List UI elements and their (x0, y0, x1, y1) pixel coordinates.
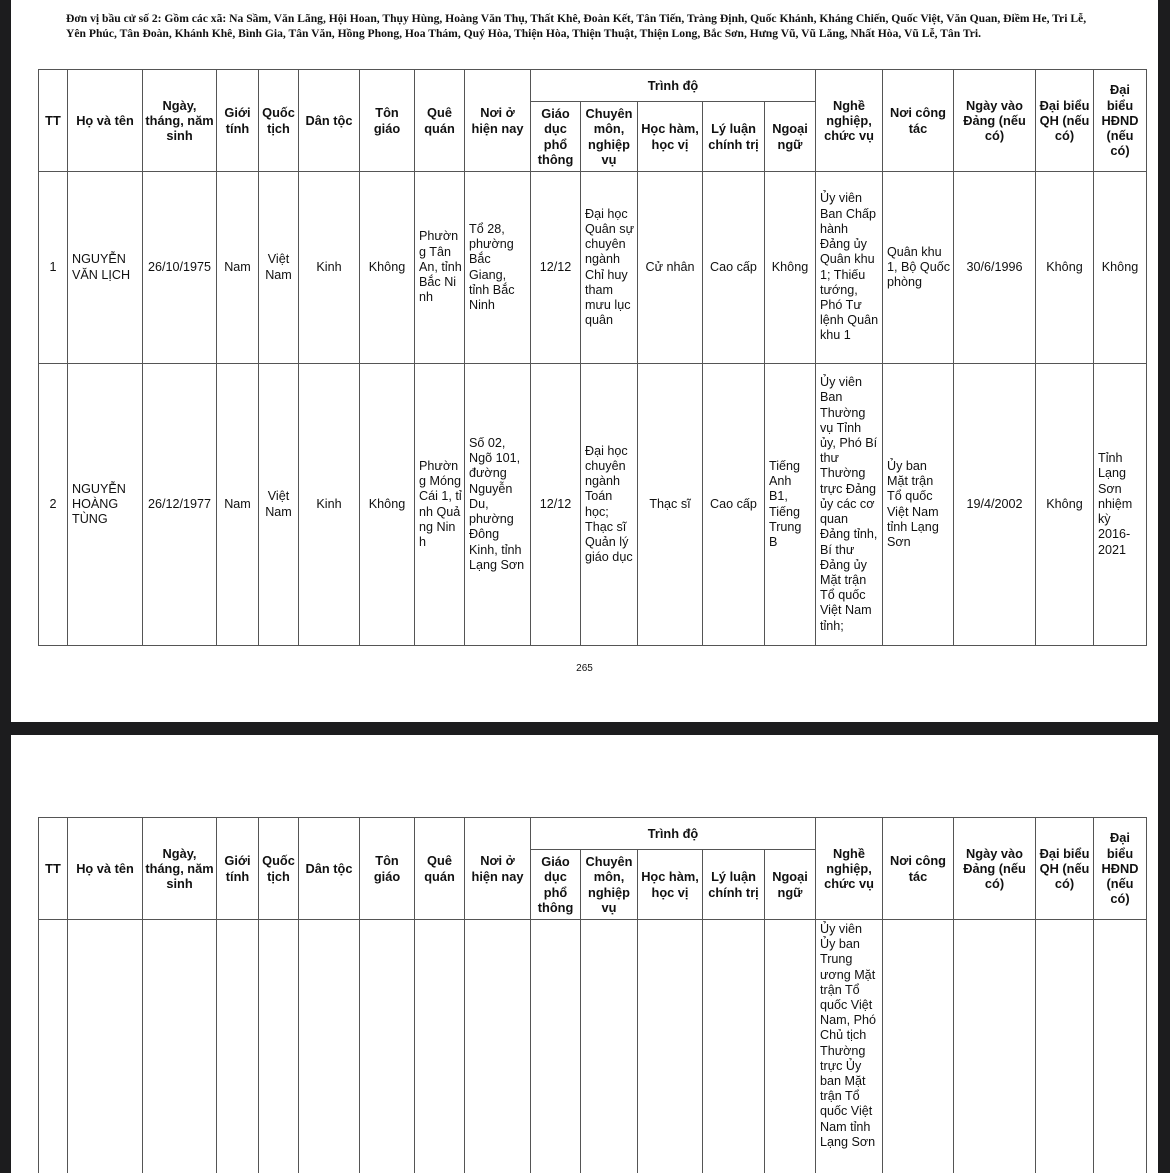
cell-na-deputy (1036, 920, 1094, 1173)
cell-politics (703, 920, 765, 1173)
cell-occupation: Ủy viên Ban Chấp hành Đảng ủy Quân khu 1; Thiếu tướng, Phó Tư lệnh Quân khu 1 (816, 172, 883, 364)
cell-general-edu: 12/12 (531, 172, 581, 364)
candidate-table (38, 69, 1147, 646)
cell-dob: 26/10/1975 (143, 172, 217, 364)
electoral-unit-description: Đơn vị bầu cử số 2: Gồm các xã: Na Sầm, Văn Lãng, Hội Hoan, Thụy Hùng, Hoàng Văn Thụ, Thất Khê, Đoàn Kết, Tân Tiến, Tràng Định, Quốc Khánh, Kháng Chiến, Quốc Việt, Văn Quan, Điềm He, Tri Lễ, Yên Phúc, Tân Đoàn, Khánh Khê, Bình Gia, Tân Văn, Hồng Phong, Hoa Thám, Quý Hòa, Thiện Hòa, Thiện Thuật, Thiện Long, Bắc Sơn, Hưng Vũ, Vũ Lăng, Nhất Hòa, Vũ Lễ, Tân Tri. (66, 12, 1087, 40)
cell-dob (143, 920, 217, 1173)
cell-tt: 2 (39, 364, 68, 646)
header-ethnicity: Dân tộc (299, 70, 360, 172)
cell-residence: Tổ 28, phường Bắc Giang, tỉnh Bắc Ninh (465, 172, 531, 364)
cell-language: Không (765, 172, 816, 364)
header-workplace: Nơi công tác (883, 818, 954, 920)
header-education-group: Trình độ (531, 818, 816, 850)
header-language: Ngoại ngữ (765, 102, 816, 172)
cell-language: Tiếng Anh B1, Tiếng Trung B (765, 364, 816, 646)
page-number: 265 (576, 663, 593, 674)
table-row-continuation (39, 920, 1147, 1173)
header-occupation: Nghề nghiệp, chức vụ (816, 818, 883, 920)
header-occupation: Nghề nghiệp, chức vụ (816, 70, 883, 172)
cell-gender (217, 920, 259, 1173)
header-hometown: Quê quán (415, 70, 465, 172)
cell-nationality: Việt Nam (259, 172, 299, 364)
cell-degree: Cử nhân (638, 172, 703, 364)
cell-dob: 26/12/1977 (143, 364, 217, 646)
cell-tt: 1 (39, 172, 68, 364)
header-na-deputy: Đại biểu QH (nếu có) (1036, 70, 1094, 172)
cell-name: NGUYỄN VĂN LỊCH (68, 172, 143, 364)
header-politics: Lý luận chính trị (703, 102, 765, 172)
header-dob: Ngày, tháng, năm sinh (143, 818, 217, 920)
document-page-266 (11, 735, 1158, 1173)
cell-ethnicity (299, 920, 360, 1173)
cell-workplace: Quân khu 1, Bộ Quốc phòng (883, 172, 954, 364)
cell-specialty (581, 920, 638, 1173)
cell-religion: Không (360, 364, 415, 646)
header-language: Ngoại ngữ (765, 850, 816, 920)
header-dob: Ngày, tháng, năm sinh (143, 70, 217, 172)
header-workplace: Nơi công tác (883, 70, 954, 172)
header-religion: Tôn giáo (360, 818, 415, 920)
cell-religion: Không (360, 172, 415, 364)
cell-party-date (954, 920, 1036, 1173)
cell-name: NGUYỄN HOÀNG TÙNG (68, 364, 143, 646)
header-residence: Nơi ở hiện nay (465, 818, 531, 920)
header-na-deputy: Đại biểu QH (nếu có) (1036, 818, 1094, 920)
cell-residence (465, 920, 531, 1173)
cell-politics: Cao cấp (703, 364, 765, 646)
cell-specialty: Đại học Quân sự chuyên ngành Chỉ huy tham mưu lục quân (581, 172, 638, 364)
header-party-date: Ngày vào Đảng (nếu có) (954, 818, 1036, 920)
cell-ethnicity: Kinh (299, 364, 360, 646)
cell-language (765, 920, 816, 1173)
header-tt: TT (39, 818, 68, 920)
table-row (39, 364, 1147, 646)
cell-general-edu (531, 920, 581, 1173)
header-council-deputy: Đại biểu HĐND (nếu có) (1094, 818, 1147, 920)
cell-specialty: Đại học chuyên ngành Toán học; Thạc sĩ Quản lý giáo dục (581, 364, 638, 646)
cell-party-date: 19/4/2002 (954, 364, 1036, 646)
header-specialty: Chuyên môn, nghiệp vụ (581, 102, 638, 172)
candidate-table-continued (38, 817, 1147, 1173)
header-general-edu: Giáo dục phổ thông (531, 102, 581, 172)
header-gender: Giới tính (217, 70, 259, 172)
cell-na-deputy: Không (1036, 172, 1094, 364)
header-politics: Lý luận chính trị (703, 850, 765, 920)
cell-council-deputy: Tỉnh Lạng Sơn nhiệm kỳ 2016-2021 (1094, 364, 1147, 646)
cell-general-edu: 12/12 (531, 364, 581, 646)
header-residence: Nơi ở hiện nay (465, 70, 531, 172)
cell-religion (360, 920, 415, 1173)
cell-degree: Thạc sĩ (638, 364, 703, 646)
header-ethnicity: Dân tộc (299, 818, 360, 920)
header-general-edu: Giáo dục phổ thông (531, 850, 581, 920)
header-hometown: Quê quán (415, 818, 465, 920)
header-name: Họ và tên (68, 70, 143, 172)
header-degree: Học hàm, học vị (638, 850, 703, 920)
header-gender: Giới tính (217, 818, 259, 920)
cell-occupation: Ủy viên Ủy ban Trung ương Mặt trận Tổ quốc Việt Nam, Phó Chủ tịch Thường trực Ủy ban Mặt trận Tổ quốc Việt Nam tỉnh Lạng Sơn (816, 920, 883, 1173)
table-row (39, 172, 1147, 364)
header-council-deputy: Đại biểu HĐND (nếu có) (1094, 70, 1147, 172)
cell-occupation: Ủy viên Ban Thường vụ Tỉnh ủy, Phó Bí thư Thường trực Đảng ủy các cơ quan Đảng tỉnh, Bí thư Đảng ủy Mặt trận Tổ quốc Việt Nam tỉnh; (816, 364, 883, 646)
cell-tt (39, 920, 68, 1173)
cell-politics: Cao cấp (703, 172, 765, 364)
header-party-date: Ngày vào Đảng (nếu có) (954, 70, 1036, 172)
cell-name (68, 920, 143, 1173)
cell-degree (638, 920, 703, 1173)
cell-workplace: Ủy ban Mặt trận Tổ quốc Việt Nam tỉnh Lạng Sơn (883, 364, 954, 646)
cell-hometown (415, 920, 465, 1173)
cell-nationality: Việt Nam (259, 364, 299, 646)
cell-party-date: 30/6/1996 (954, 172, 1036, 364)
cell-residence: Số 02, Ngõ 101, đường Nguyễn Du, phường Đông Kinh, tỉnh Lạng Sơn (465, 364, 531, 646)
cell-nationality (259, 920, 299, 1173)
cell-workplace (883, 920, 954, 1173)
cell-council-deputy (1094, 920, 1147, 1173)
header-tt: TT (39, 70, 68, 172)
header-specialty: Chuyên môn, nghiệp vụ (581, 850, 638, 920)
document-page-265 (11, 0, 1158, 722)
cell-hometown: Phường Tân An, tỉnh Bắc Ninh (415, 172, 465, 364)
cell-council-deputy: Không (1094, 172, 1147, 364)
header-nationality: Quốc tịch (259, 70, 299, 172)
header-degree: Học hàm, học vị (638, 102, 703, 172)
cell-na-deputy: Không (1036, 364, 1094, 646)
cell-hometown: Phường Móng Cái 1, tỉnh Quảng Ninh (415, 364, 465, 646)
cell-ethnicity: Kinh (299, 172, 360, 364)
header-religion: Tôn giáo (360, 70, 415, 172)
header-name: Họ và tên (68, 818, 143, 920)
cell-gender: Nam (217, 172, 259, 364)
header-nationality: Quốc tịch (259, 818, 299, 920)
cell-gender: Nam (217, 364, 259, 646)
header-education-group: Trình độ (531, 70, 816, 102)
